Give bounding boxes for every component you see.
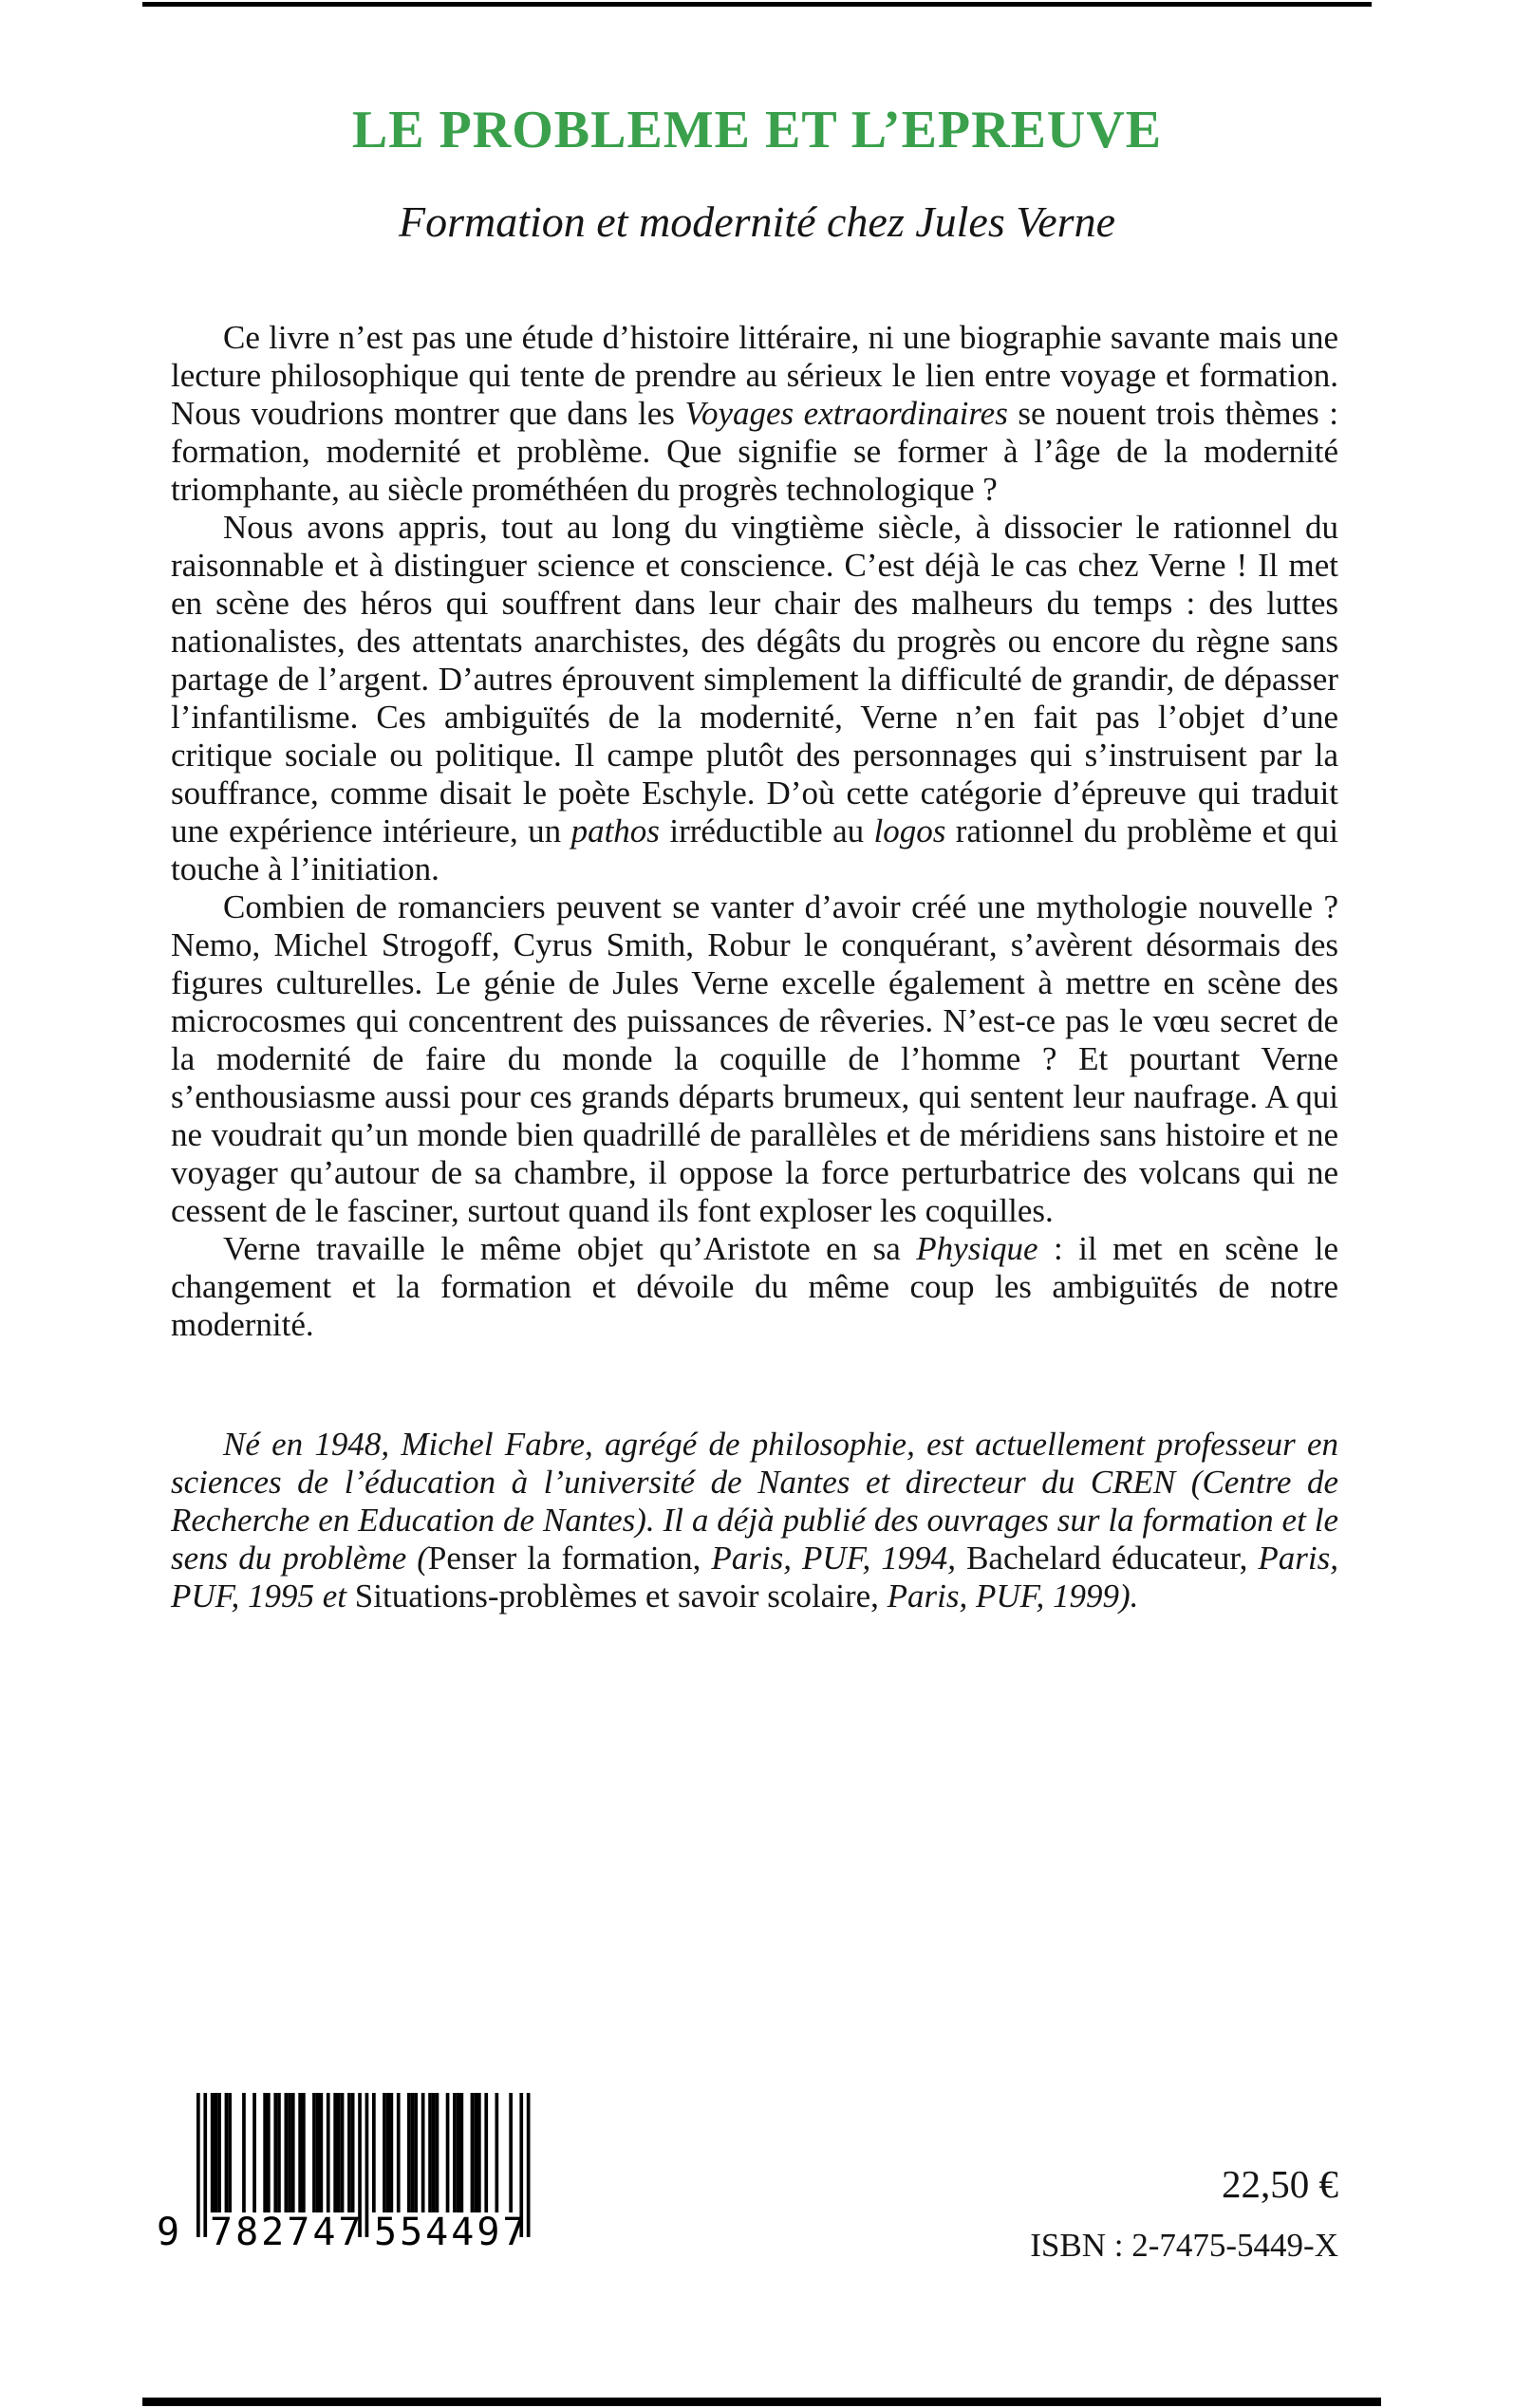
- text-segment: rationnel du problème et qui touche à l’initiation.: [171, 812, 1338, 887]
- text-segment: Nous avons appris, tout au long du vingtième siècle, à dissocier le rationnel du raisonnable et à distinguer science et conscience. C’est déjà le cas chez Verne ! Il met en scène des héros qui souffrent dans leur chair des malheurs du temps : des luttes nationalistes, des attentats anarchistes, des dégâts du progrès ou encore du règne sans partage de l’argent. D’autres éprouvent simplement la difficulté de grandir, de dépasser l’infantilisme. Ces ambiguïtés de la modernité, Verne n’en fait pas l’objet d’une critique sociale ou politique. Il campe plutôt des personnages qui s’instruisent par la souffrance, comme disait le poète Eschyle. D’où cette catégorie d’épreuve qui traduit une expérience intérieure, un: [171, 509, 1338, 849]
- text-segment: Bachelard éducateur,: [966, 1540, 1248, 1577]
- text-segment: se nouent trois thèmes : formation, modernité et problème. Que signifie se former à l’âge de la modernité triomphante, au siècle prométhéen du progrès technologique ?: [171, 395, 1338, 508]
- text-segment: Combien de romanciers peuvent se vanter d’avoir créé une mythologie nouvelle ? Nemo, Michel Strogoff, Cyrus Smith, Robur le conquérant, s’avèrent désormais des figures culturelles. Le génie de Jules Verne excelle également à mettre en scène des microcosmes qui concentrent des puissances de rêveries. N’est-ce pas le vœu secret de la modernité de faire du monde la coquille de l’homme ? Et pourtant Verne s’enthousiasme aussi pour ces grands départs brumeux, qui sentent leur naufrage. A qui ne voudrait qu’un monde bien quadrillé de parallèles et de méridiens sans histoire et ne voyager qu’autour de sa chambre, il oppose la force perturbatrice des volcans qui ne cessent de le fasciner, surtout quand ils font exploser les coquilles.: [171, 888, 1338, 1229]
- text-segment: Paris, PUF, 1994,: [701, 1540, 967, 1577]
- text-segment: Physique: [916, 1230, 1038, 1267]
- book-subtitle: Formation et modernité chez Jules Verne: [399, 197, 1115, 246]
- body-text: [171, 319, 1338, 1344]
- barcode-digits: [157, 2211, 536, 2258]
- barcode-digits-left: 782747: [210, 2211, 364, 2254]
- page-edge-top: [142, 2, 1372, 7]
- text-segment: Né en 1948, Michel Fabre, agrégé de philosophie, est actuellement professeur en sciences de l’éducation à l’université de Nantes et directeur du CREN (Centre de Recherche en Education de Nantes). Il a déjà publié des ouvrages sur la formation et le sens du problème (: [171, 1426, 1338, 1577]
- text-segment: Verne travaille le même objet qu’Aristote en sa: [223, 1230, 917, 1267]
- body-paragraph: [171, 509, 1338, 888]
- barcode-digit-first: 9: [157, 2211, 180, 2254]
- back-cover-text: [171, 319, 1338, 1615]
- price-block: [1030, 2162, 1338, 2265]
- text-segment: irréductible au: [659, 812, 874, 849]
- text-segment: Paris, PUF, 1999).: [878, 1577, 1139, 1615]
- text-segment: logos: [873, 812, 946, 849]
- bio-paragraph: [171, 1426, 1338, 1615]
- barcode: [157, 2093, 536, 2264]
- author-bio: [171, 1426, 1338, 1615]
- text-segment: Situations-problèmes et savoir scolaire,: [354, 1577, 879, 1615]
- page-edge-bottom: [142, 2398, 1381, 2406]
- body-paragraph: [171, 888, 1338, 1230]
- barcode-digits-right: 554497: [374, 2211, 529, 2254]
- text-segment: Ce livre n’est pas une étude d’histoire littéraire, ni une biographie savante mais une lecture philosophique qui tente de prendre au sérieux le lien entre voyage et formation. Nous voudrions montrer que dans les: [171, 319, 1338, 432]
- text-segment: : il met en scène le changement et la formation et dévoile du même coup les ambiguïtés de notre modernité.: [171, 1230, 1338, 1343]
- text-segment: pathos: [570, 812, 660, 849]
- body-paragraph: [171, 1230, 1338, 1344]
- isbn: ISBN : 2-7475-5449-X: [1030, 2227, 1338, 2264]
- text-segment: Paris, PUF, 1995 et: [171, 1540, 1338, 1615]
- text-segment: Voyages extraordinaires: [684, 395, 1008, 432]
- book-title: LE PROBLEME ET L’EPREUVE: [351, 101, 1163, 159]
- text-segment: Penser la formation,: [427, 1540, 701, 1577]
- price: 22,50 €: [1222, 2162, 1338, 2206]
- body-paragraph: [171, 319, 1338, 509]
